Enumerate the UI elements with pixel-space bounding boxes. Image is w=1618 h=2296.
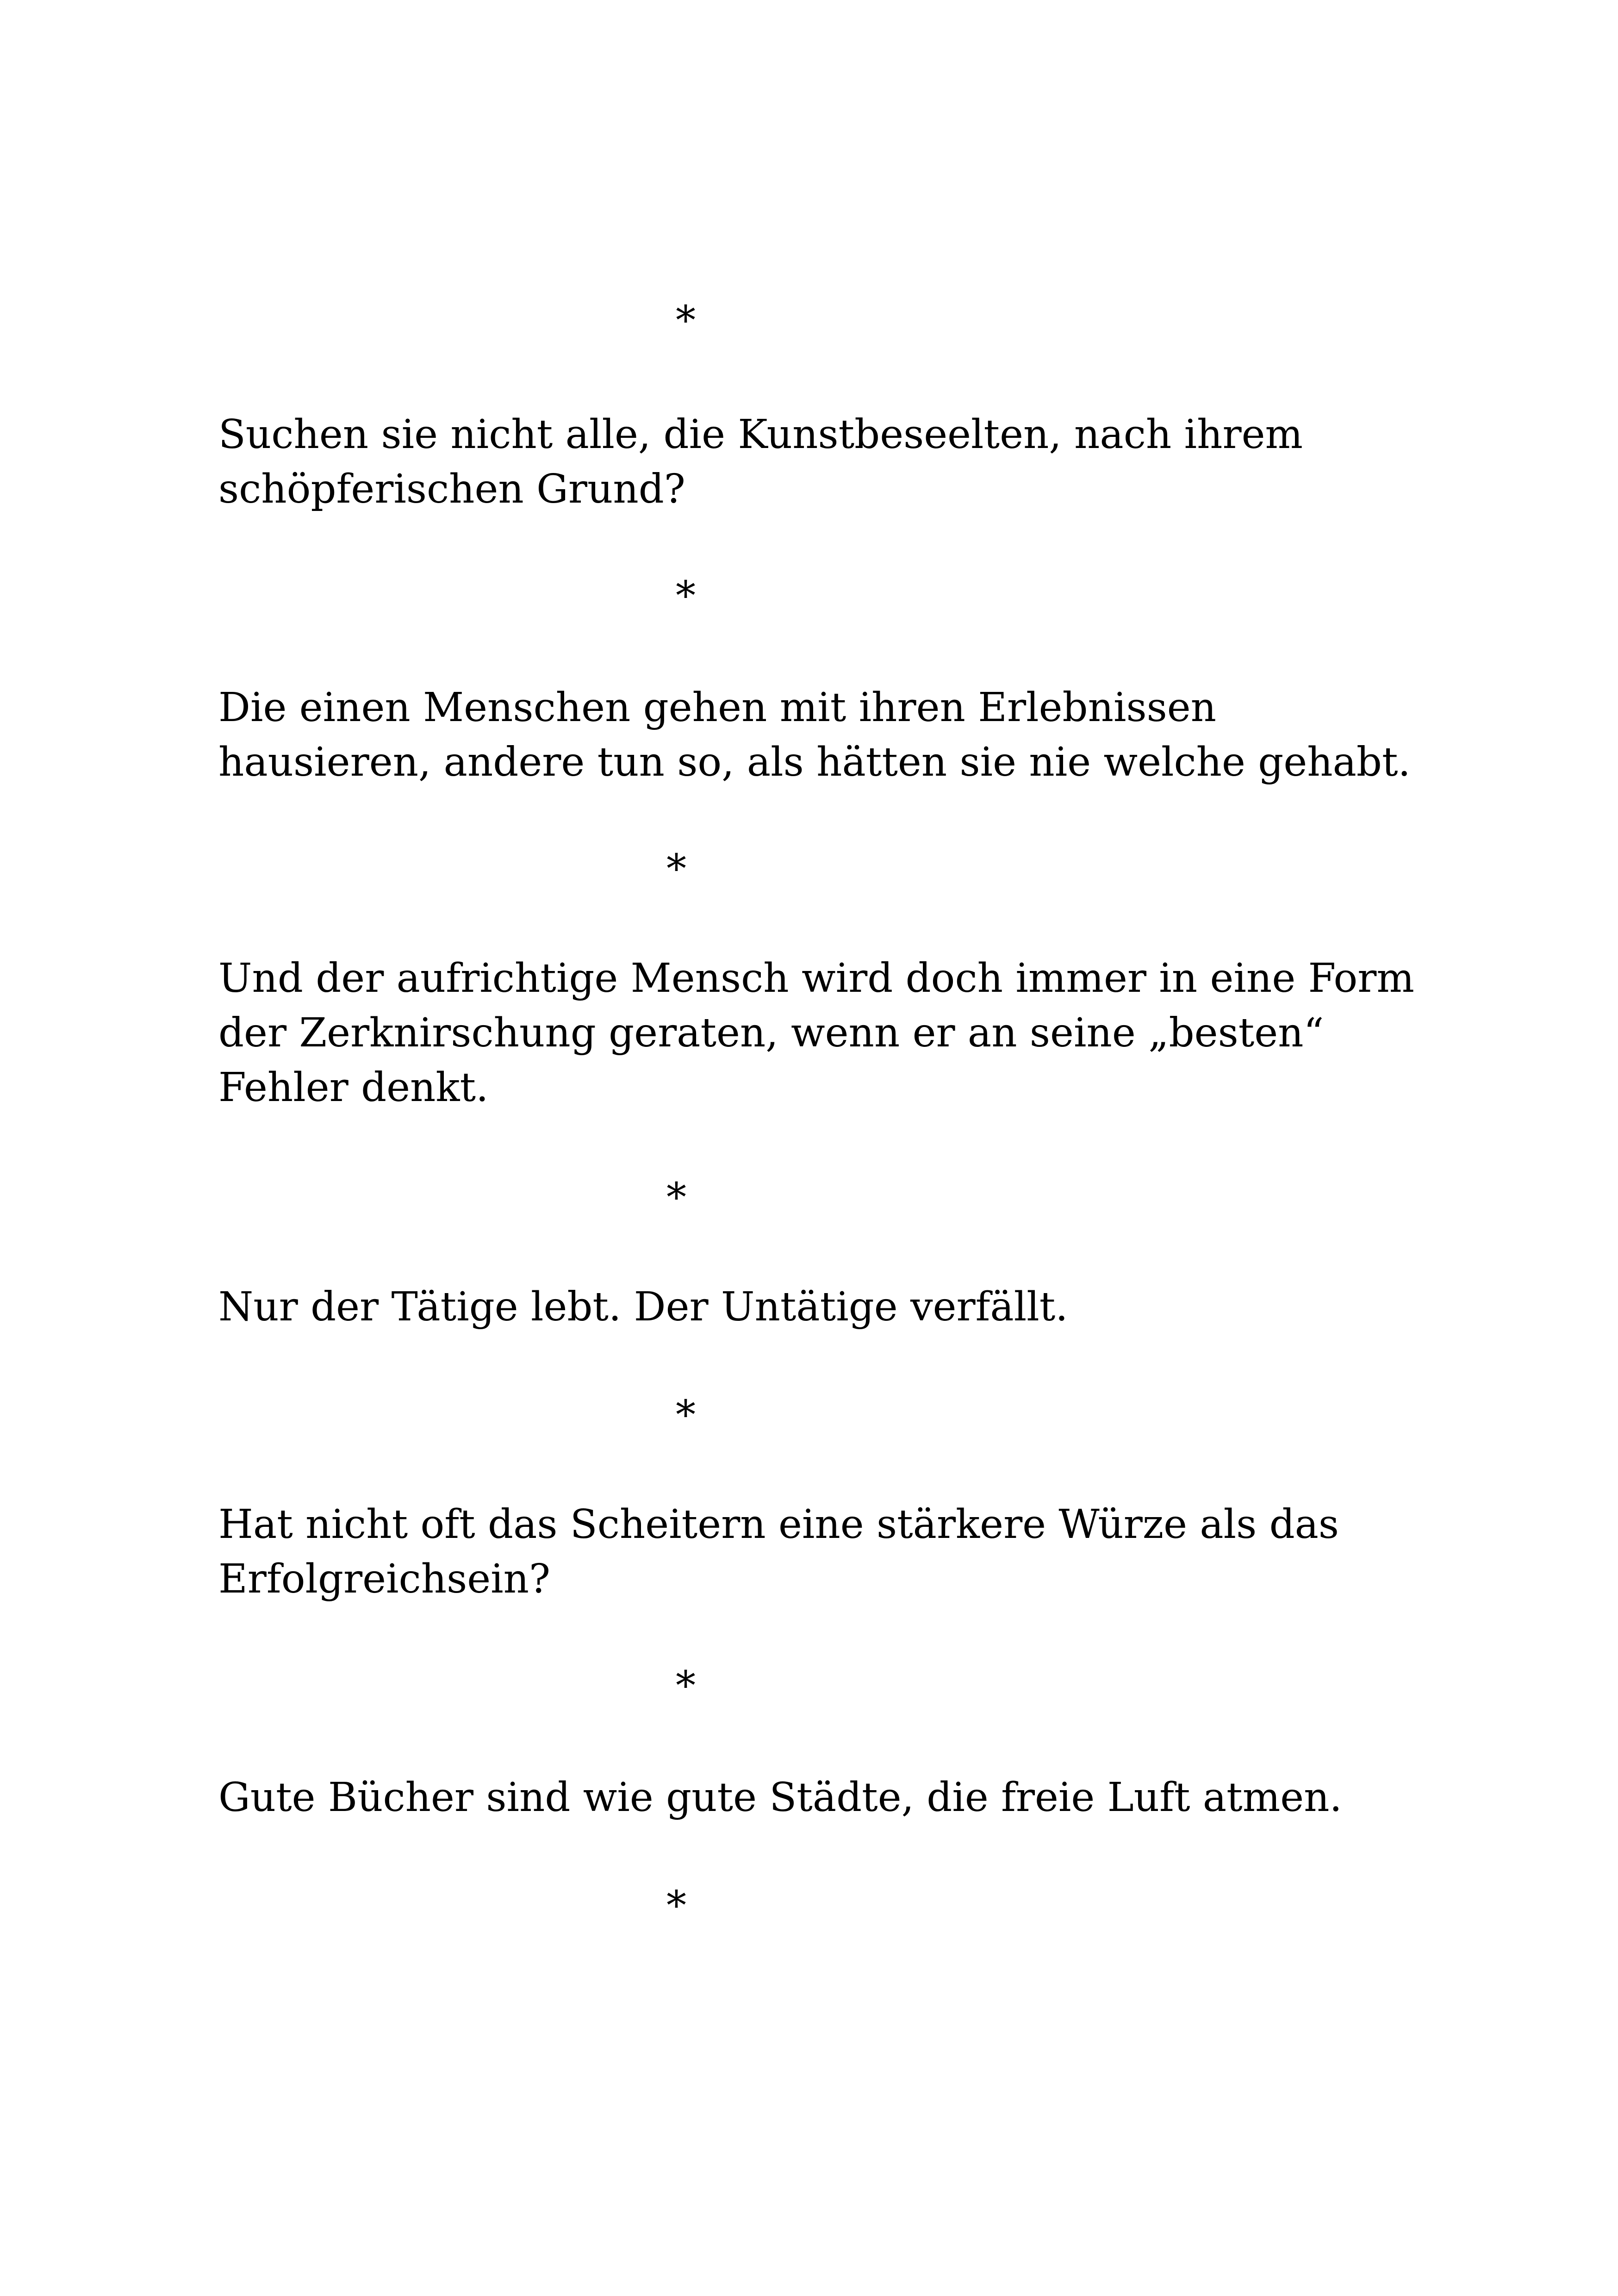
separator-star: * <box>676 298 696 344</box>
aphorism-line: Suchen sie nicht alle, die Kunstbeseelten, nach ihrem <box>218 411 1303 458</box>
aphorism-paragraph <box>218 680 1468 790</box>
aphorism-line: hausieren, andere tun so, als hätten sie nie welche gehabt. <box>218 739 1411 785</box>
aphorism-paragraph <box>218 1280 1468 1334</box>
aphorism-line: Erfolgreichsein? <box>218 1556 551 1602</box>
aphorism-line: Die einen Menschen gehen mit ihren Erlebnissen <box>218 684 1217 731</box>
aphorism-line: Und der aufrichtige Mensch wird doch immer in eine Form <box>218 955 1414 1002</box>
separator-star: * <box>676 573 696 619</box>
separator-star: * <box>676 1663 696 1709</box>
aphorism-paragraph <box>218 1770 1468 1825</box>
aphorism-paragraph <box>218 951 1468 1115</box>
separator-star: * <box>666 1175 686 1221</box>
aphorism-line: Hat nicht oft das Scheitern eine stärkere Würze als das <box>218 1501 1339 1548</box>
aphorism-line: Gute Bücher sind wie gute Städte, die freie Luft atmen. <box>218 1774 1342 1821</box>
separator-star: * <box>666 1883 686 1929</box>
aphorism-paragraph <box>218 407 1468 516</box>
separator-star: * <box>666 846 686 892</box>
aphorism-line: Nur der Tätige lebt. Der Untätige verfällt. <box>218 1284 1068 1330</box>
aphorism-line: schöpferischen Grund? <box>218 466 685 512</box>
separator-star: * <box>676 1392 696 1438</box>
aphorism-paragraph <box>218 1497 1468 1606</box>
aphorism-line: der Zerknirschung geraten, wenn er an seine „besten“ <box>218 1010 1324 1056</box>
aphorism-line: Fehler denkt. <box>218 1064 489 1111</box>
